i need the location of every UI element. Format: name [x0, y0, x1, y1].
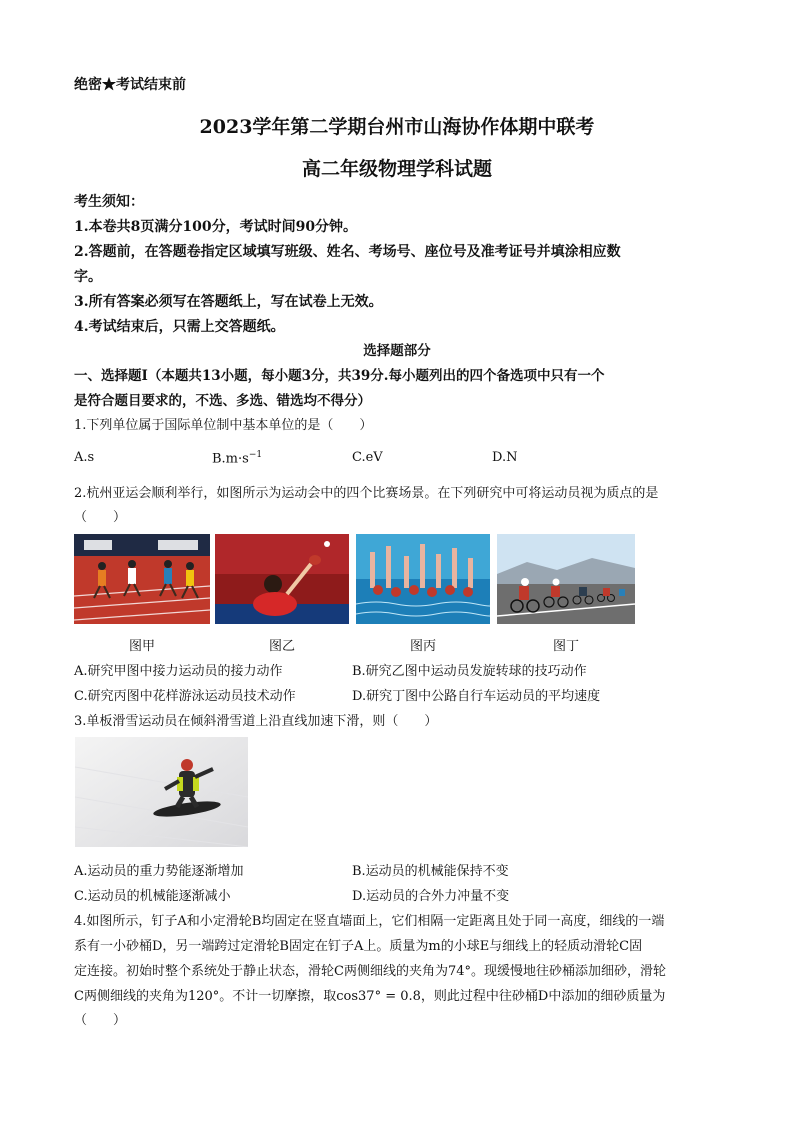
q3-option-b: B.运动员的机械能保持不变	[352, 864, 509, 879]
caption-yi: 图乙	[268, 639, 295, 654]
artistic-swimming-image	[356, 534, 490, 624]
table-tennis-image	[215, 534, 349, 624]
question-2-stem: 2.杭州亚运会顺利举行，如图所示为运动会中的四个比赛场景。在下列研究中可将运动员视为质点的是	[74, 486, 659, 501]
caption-bing: 图丙	[409, 639, 436, 654]
notice-item: 2.答题前，在答题卷指定区域填写班级、姓名、考场号、座位号及准考证号并填涂相应数	[74, 244, 621, 260]
question-2-paren: （ ）	[74, 510, 127, 525]
snowboarder-image	[75, 737, 248, 847]
question-4-line: 4.如图所示，钉子A和小定滑轮B均固定在竖直墙面上，它们相隔一定距离且处于同一高度，细线的一端	[74, 914, 665, 929]
part-instructions: 是符合题目要求的，不选、多选、错选均不得分）	[74, 393, 371, 409]
q2-option-b: B.研究乙图中运动员发旋转球的技巧动作	[352, 664, 587, 679]
q1-option-a: A.s	[74, 450, 95, 465]
notice-item: 3.所有答案必须写在答题纸上，写在试卷上无效。	[74, 294, 383, 310]
road-cycling-image	[497, 534, 635, 624]
caption-jia: 图甲	[128, 639, 155, 654]
question-4-line: 系有一小砂桶D，另一端跨过定滑轮B固定在钉子A上。质量为m的小球E与细线上的轻质动滑轮C固	[74, 939, 643, 954]
question-3-stem: 3.单板滑雪运动员在倾斜滑雪道上沿直线加速下滑，则（ ）	[74, 714, 438, 729]
question-1-stem: 1.下列单位属于国际单位制中基本单位的是（ ）	[74, 418, 373, 433]
q3-option-d: D.运动员的合外力冲量不变	[352, 889, 510, 904]
notice-item: 4.考试结束后，只需上交答题纸。	[74, 319, 285, 335]
question-4-line: 定连接。初始时整个系统处于静止状态，滑轮C两侧细线的夹角为74°。现缓慢地往砂桶添加细砂，滑轮	[74, 964, 666, 979]
q1-option-d: D.N	[492, 450, 518, 465]
question-4-paren: （ ）	[74, 1013, 127, 1028]
confidential-label: 绝密★考试结束前	[74, 77, 186, 93]
q2-option-a: A.研究甲图中接力运动员的接力动作	[74, 664, 283, 679]
notice-item: 字。	[74, 269, 102, 285]
question-4-line: C两侧细线的夹角为120°。不计一切摩擦，取cos37° = 0.8，则此过程中往砂桶D中添加的细砂质量为	[74, 989, 666, 1004]
q2-option-d: D.研究丁图中公路自行车运动员的平均速度	[352, 689, 601, 704]
q1-option-c: C.eV	[352, 450, 383, 465]
exam-title: 2023学年第二学期台州市山海协作体期中联考	[199, 116, 595, 138]
caption-ding: 图丁	[552, 639, 579, 654]
part-instructions: 一、选择题Ⅰ（本题共13小题，每小题3分，共39分.每小题列出的四个备选项中只有一个	[74, 368, 605, 384]
q3-option-c: C.运动员的机械能逐渐减小	[74, 889, 231, 904]
notice-item: 1.本卷共8页满分100分，考试时间90分钟。	[74, 219, 358, 235]
q3-option-a: A.运动员的重力势能逐渐增加	[74, 864, 244, 879]
exam-subtitle: 高二年级物理学科试题	[301, 158, 492, 180]
notice-heading: 考生须知：	[74, 194, 144, 210]
relay-race-image	[74, 534, 210, 624]
q1-option-b: $B.m\cdot s^{-1}$	[212, 450, 263, 467]
q2-option-c: C.研究丙图中花样游泳运动员技术动作	[74, 689, 296, 704]
section-title: 选择题部分	[363, 343, 431, 359]
